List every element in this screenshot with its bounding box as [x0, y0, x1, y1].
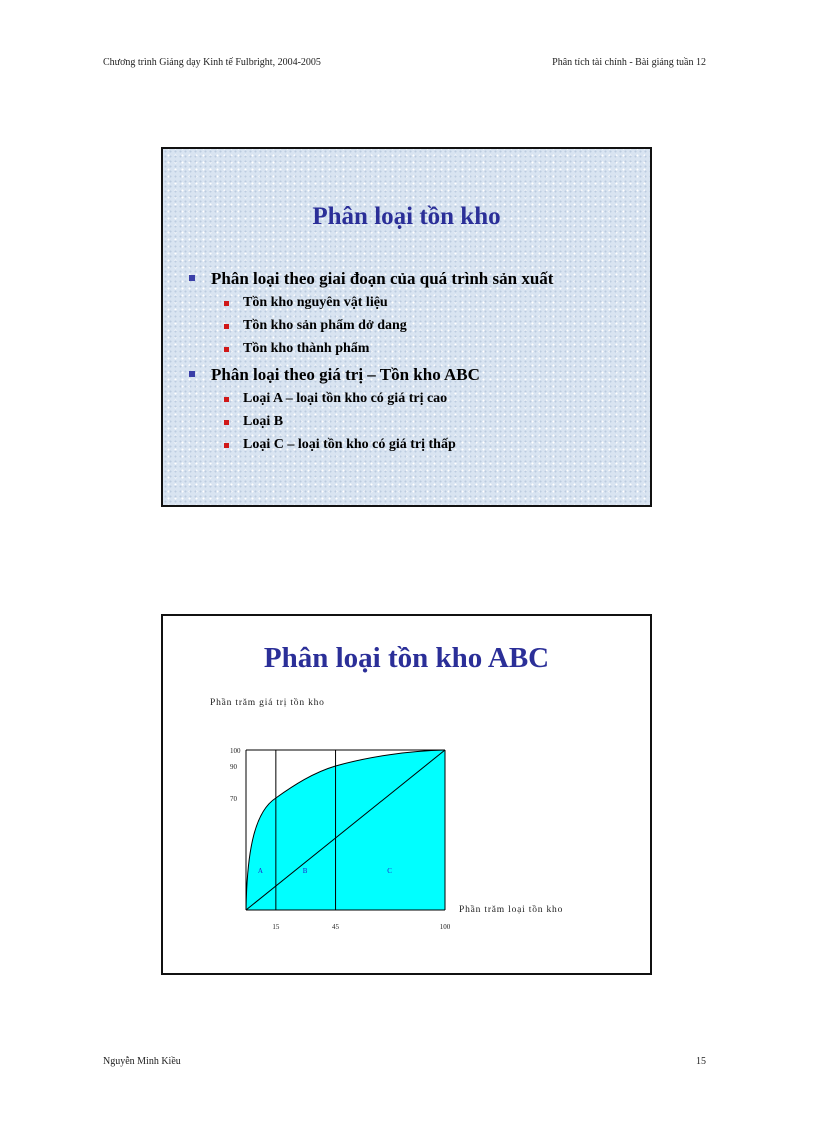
footer-page-number: 15: [696, 1056, 706, 1067]
bullet-by-value-abc: Phân loại theo giá trị – Tồn kho ABC: [211, 365, 480, 384]
x-tick-label-15: 15: [272, 923, 280, 931]
sub-bullet-work-in-progress: Tồn kho sản phẩm dở dang: [243, 318, 407, 333]
slide-abc-classification: [161, 614, 652, 975]
x-axis-label: Phần trăm loại tồn kho: [459, 905, 564, 915]
y-tick-label-70: 70: [230, 795, 237, 803]
sub-bullet-finished-goods: Tồn kho thành phẩm: [243, 341, 370, 356]
abc-curve-chart: [163, 616, 650, 973]
y-axis-label: Phần trăm giá trị tồn kho: [210, 698, 325, 708]
sub-bullet-raw-materials: Tồn kho nguyên vật liệu: [243, 295, 388, 310]
sub-bullet-class-c: Loại C – loại tồn kho có giá trị thấp: [243, 437, 456, 452]
region-label-c: C: [387, 867, 392, 876]
region-label-a: A: [257, 867, 263, 876]
sub-bullet-class-b: Loại B: [243, 414, 284, 429]
x-tick-label-45: 45: [332, 923, 340, 931]
x-tick-label-100: 100: [439, 923, 451, 931]
slide-inventory-classification: [161, 147, 652, 507]
slide-title: Phân loại tồn kho ABC: [263, 642, 550, 674]
footer-author: Nguyễn Minh Kiều: [103, 1056, 181, 1067]
sub-bullet-class-a: Loại A – loại tồn kho có giá trị cao: [243, 391, 448, 406]
header-course-title: Chương trình Giảng dạy Kinh tế Fulbright, 2004-2005: [103, 57, 321, 68]
header-lecture-title: Phân tích tài chính - Bài giảng tuần 12: [552, 57, 706, 68]
slide-title: Phân loại tồn kho: [312, 203, 501, 230]
bullet-by-production-stage: Phân loại theo giai đoạn của quá trình sản xuất: [211, 269, 554, 288]
region-label-b: B: [302, 867, 308, 876]
y-tick-label-100: 100: [230, 747, 241, 755]
y-tick-label-90: 90: [230, 763, 237, 771]
